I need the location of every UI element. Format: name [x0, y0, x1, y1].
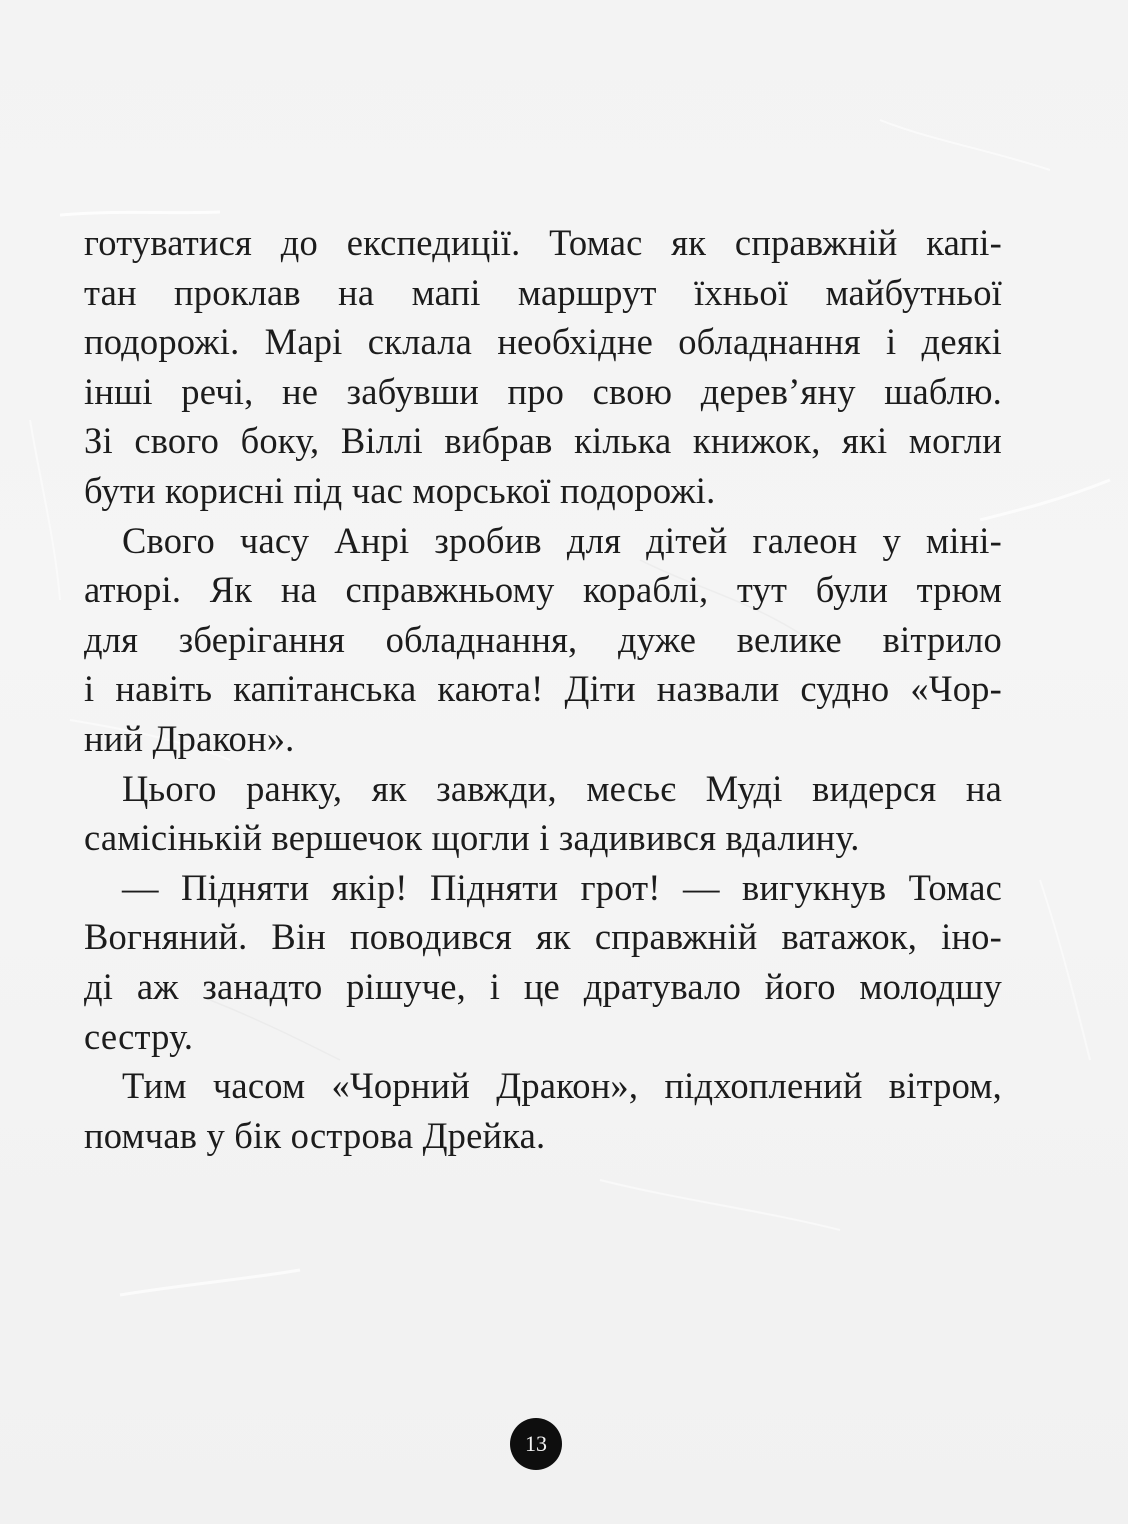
page-number-badge: 13 — [510, 1418, 562, 1470]
text-line: атюрі. Як на справжньому кораблі, тут були трюм — [84, 569, 1002, 611]
text-line: тан проклав на мапі маршрут їхньої майбутньої — [84, 271, 1002, 313]
text-line: готуватися до експедиції. Томас як справжній капі- — [84, 222, 1002, 263]
text-line: сестру. — [84, 1015, 194, 1057]
text-line: ді аж занадто рішуче, і це дратувало його молодшу — [84, 965, 1002, 1007]
paragraph-4 — [84, 863, 1002, 1061]
text-line: Вогняний. Він поводився як справжній ватажок, іно- — [84, 916, 1002, 958]
paragraph-5 — [84, 1061, 1002, 1160]
paragraph-3 — [84, 764, 1002, 863]
text-line: помчав у бік острова Дрейка. — [84, 1114, 546, 1156]
body-text — [84, 218, 1002, 1160]
text-line: ний Дракон». — [84, 717, 295, 759]
text-line: інші речі, не забувши про свою дерев’яну шаблю. — [84, 370, 1002, 412]
text-line: для зберігання обладнання, дуже велике вітрило — [84, 618, 1002, 660]
text-line: Свого часу Анрі зробив для дітей галеон у міні- — [122, 519, 1002, 561]
text-line: подорожі. Марі склала необхідне обладнання і деякі — [84, 321, 1002, 363]
text-line: бути корисні під час морської подорожі. — [84, 469, 716, 511]
text-line: Тим часом «Чорний Дракон», підхоплений вітром, — [122, 1065, 1002, 1107]
text-line: Цього ранку, як завжди, месьє Муді видерся на — [122, 767, 1002, 809]
text-line: і навіть капітанська каюта! Діти назвали судно «Чор- — [84, 668, 1002, 710]
paragraph-1 — [84, 218, 1002, 516]
text-line: Зі свого боку, Віллі вибрав кілька книжок, які могли — [84, 420, 1002, 462]
text-line: самісінькій вершечок щогли і задивився вдалину. — [84, 817, 860, 859]
paragraph-2 — [84, 516, 1002, 764]
text-line: — Підняти якір! Підняти грот! — вигукнув Томас — [122, 866, 1002, 908]
